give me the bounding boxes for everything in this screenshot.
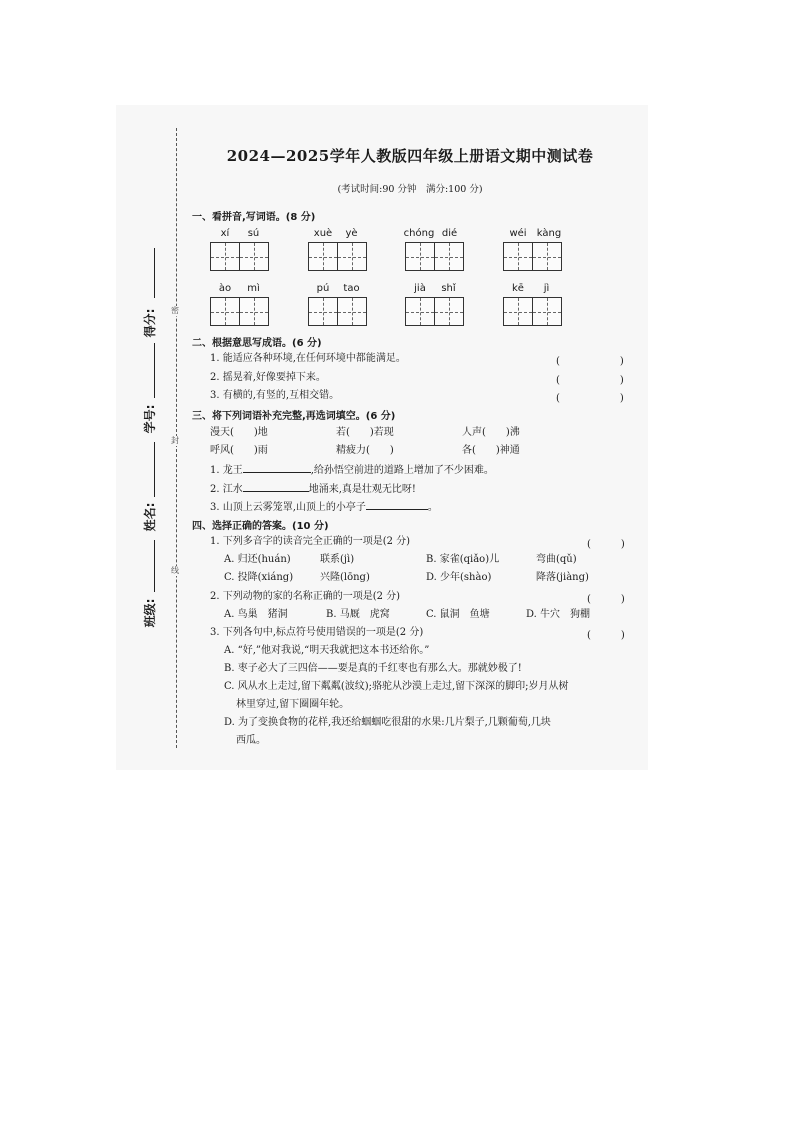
pinyin: dié	[441, 228, 458, 239]
class-field[interactable]	[154, 540, 155, 592]
pinyin: chóng	[403, 228, 435, 239]
q2-option-d[interactable]: D. 牛穴 狗棚	[526, 609, 591, 620]
bind-word-xian: 线	[171, 566, 179, 575]
question-2-stem: 2. 下列动物的家的名称正确的一项是(2 分)	[210, 591, 401, 602]
pinyin: xí	[220, 228, 230, 239]
question-1-stem: 1. 下列多音字的读音完全正确的一项是(2 分)	[210, 536, 411, 547]
pinyin: pú	[316, 283, 330, 294]
idiom-fill[interactable]: 若( )若现	[336, 427, 394, 438]
q3-option-a[interactable]: A. “好,”他对我说,“明天我就把这本书还给你。”	[224, 645, 430, 656]
pinyin: jià	[414, 283, 426, 294]
score-field[interactable]	[154, 248, 155, 298]
pinyin: mì	[247, 283, 260, 294]
q1-option-c[interactable]: C. 投降(xiáng)	[224, 572, 294, 583]
fill-blank[interactable]	[243, 481, 309, 492]
name-field[interactable]	[154, 442, 155, 497]
q1-option-d-2: 降落(jiàng)	[536, 572, 589, 583]
idiom-fill[interactable]: 人声( )沸	[462, 427, 520, 438]
q2-option-c[interactable]: C. 鼠洞 鱼塘	[426, 609, 490, 620]
fill-sentence-3: 3. 山顶上云雾笼罩,山顶上的小亭子 。	[210, 499, 438, 514]
q1-option-b[interactable]: B. 家雀(qiǎo)儿	[426, 554, 500, 565]
name-label: 姓名:	[142, 502, 157, 532]
writing-grid[interactable]	[210, 242, 269, 271]
bind-word-feng: 封	[171, 436, 179, 445]
fill-blank[interactable]	[366, 499, 428, 510]
q3-option-d[interactable]: D. 为了变换食物的花样,我还给蝈蝈吃很甜的水果:几片梨子,几颗葡萄,几块	[224, 717, 551, 728]
q2-option-a[interactable]: A. 鸟巢 猪洞	[224, 609, 288, 620]
class-label: 班级:	[142, 598, 157, 628]
idiom-clue-1: 1. 能适应各种环境,在任何环境中都能满足。	[210, 353, 406, 364]
writing-grid[interactable]	[308, 297, 367, 326]
q2-option-b[interactable]: B. 马厩 虎窝	[326, 609, 390, 620]
answer-paren[interactable]: ( )	[587, 594, 625, 605]
section3-heading: 三、将下列词语补充完整,再选词填空。(6 分)	[192, 411, 396, 422]
pinyin: xuè	[313, 228, 333, 239]
writing-grid[interactable]	[210, 297, 269, 326]
answer-paren[interactable]: ( )	[587, 539, 625, 550]
idiom-fill[interactable]: 呼风( )雨	[210, 445, 268, 456]
idiom-fill[interactable]: 漫天( )地	[210, 427, 268, 438]
pinyin: sú	[247, 228, 260, 239]
pinyin: ào	[218, 283, 232, 294]
pinyin: tao	[343, 283, 360, 294]
idiom-fill[interactable]: 精疲力( )	[336, 445, 394, 456]
q1-option-b-2: 弯曲(qǔ)	[536, 554, 577, 565]
fill-sentence-1: 1. 龙王 ,给孙悟空前进的道路上增加了不少困难。	[210, 462, 494, 477]
q1-option-a[interactable]: A. 归还(huán)	[224, 554, 291, 565]
pinyin: shǐ	[441, 283, 456, 294]
bind-word-mi: 密	[171, 306, 179, 315]
q1-option-c-2: 兴隆(lōng)	[320, 572, 370, 583]
exam-subtitle: (考试时间:90 分钟 满分:100 分)	[337, 184, 483, 195]
idiom-clue-3: 3. 有横的,有竖的,互相交错。	[210, 390, 340, 401]
q1-option-a-2: 联系(jì)	[320, 554, 355, 565]
exam-title: 2024—2025学年人教版四年级上册语文期中测试卷	[226, 147, 594, 165]
q3-option-b[interactable]: B. 枣子必大了三四倍——要是真的千红枣也有那么大。那就妙极了!	[224, 663, 522, 674]
idiom-fill[interactable]: 各( )神通	[462, 445, 520, 456]
q1-option-d[interactable]: D. 少年(shào)	[426, 572, 492, 583]
section4-heading: 四、选择正确的答案。(10 分)	[192, 521, 329, 532]
answer-paren[interactable]: ( )	[587, 630, 625, 641]
writing-grid[interactable]	[308, 242, 367, 271]
pinyin: kē	[512, 283, 524, 294]
q3-option-c[interactable]: C. 风从水上走过,留下粼粼(波纹);骆驼从沙漠上走过,留下深深的脚印;岁月从树	[224, 681, 569, 692]
writing-grid[interactable]	[503, 297, 562, 326]
writing-grid[interactable]	[503, 242, 562, 271]
pinyin: wéi	[509, 228, 527, 239]
pinyin: yè	[345, 228, 358, 239]
writing-grid[interactable]	[405, 297, 464, 326]
answer-paren[interactable]: ( )	[556, 393, 624, 404]
student-id-label: 学号:	[142, 404, 157, 434]
fill-blank[interactable]	[243, 462, 311, 473]
pinyin: kàng	[536, 228, 562, 239]
score-label: 得分:	[142, 308, 157, 338]
q3-option-c-cont: 林里穿过,留下圈圈年轮。	[236, 699, 350, 710]
section2-heading: 二、根据意思写成语。(6 分)	[192, 338, 322, 349]
student-id-field[interactable]	[154, 343, 155, 398]
q3-option-d-cont: 西瓜。	[236, 735, 266, 746]
fill-sentence-2: 2. 江水 地涌来,真是壮观无比呀!	[210, 481, 416, 496]
answer-paren[interactable]: ( )	[556, 356, 624, 367]
writing-grid[interactable]	[405, 242, 464, 271]
answer-paren[interactable]: ( )	[556, 375, 624, 386]
question-3-stem: 3. 下列各句中,标点符号使用错误的一项是(2 分)	[210, 627, 424, 638]
idiom-clue-2: 2. 摇晃着,好像要掉下来。	[210, 372, 326, 383]
pinyin: jì	[543, 283, 550, 294]
section1-heading: 一、看拼音,写词语。(8 分)	[192, 212, 316, 223]
